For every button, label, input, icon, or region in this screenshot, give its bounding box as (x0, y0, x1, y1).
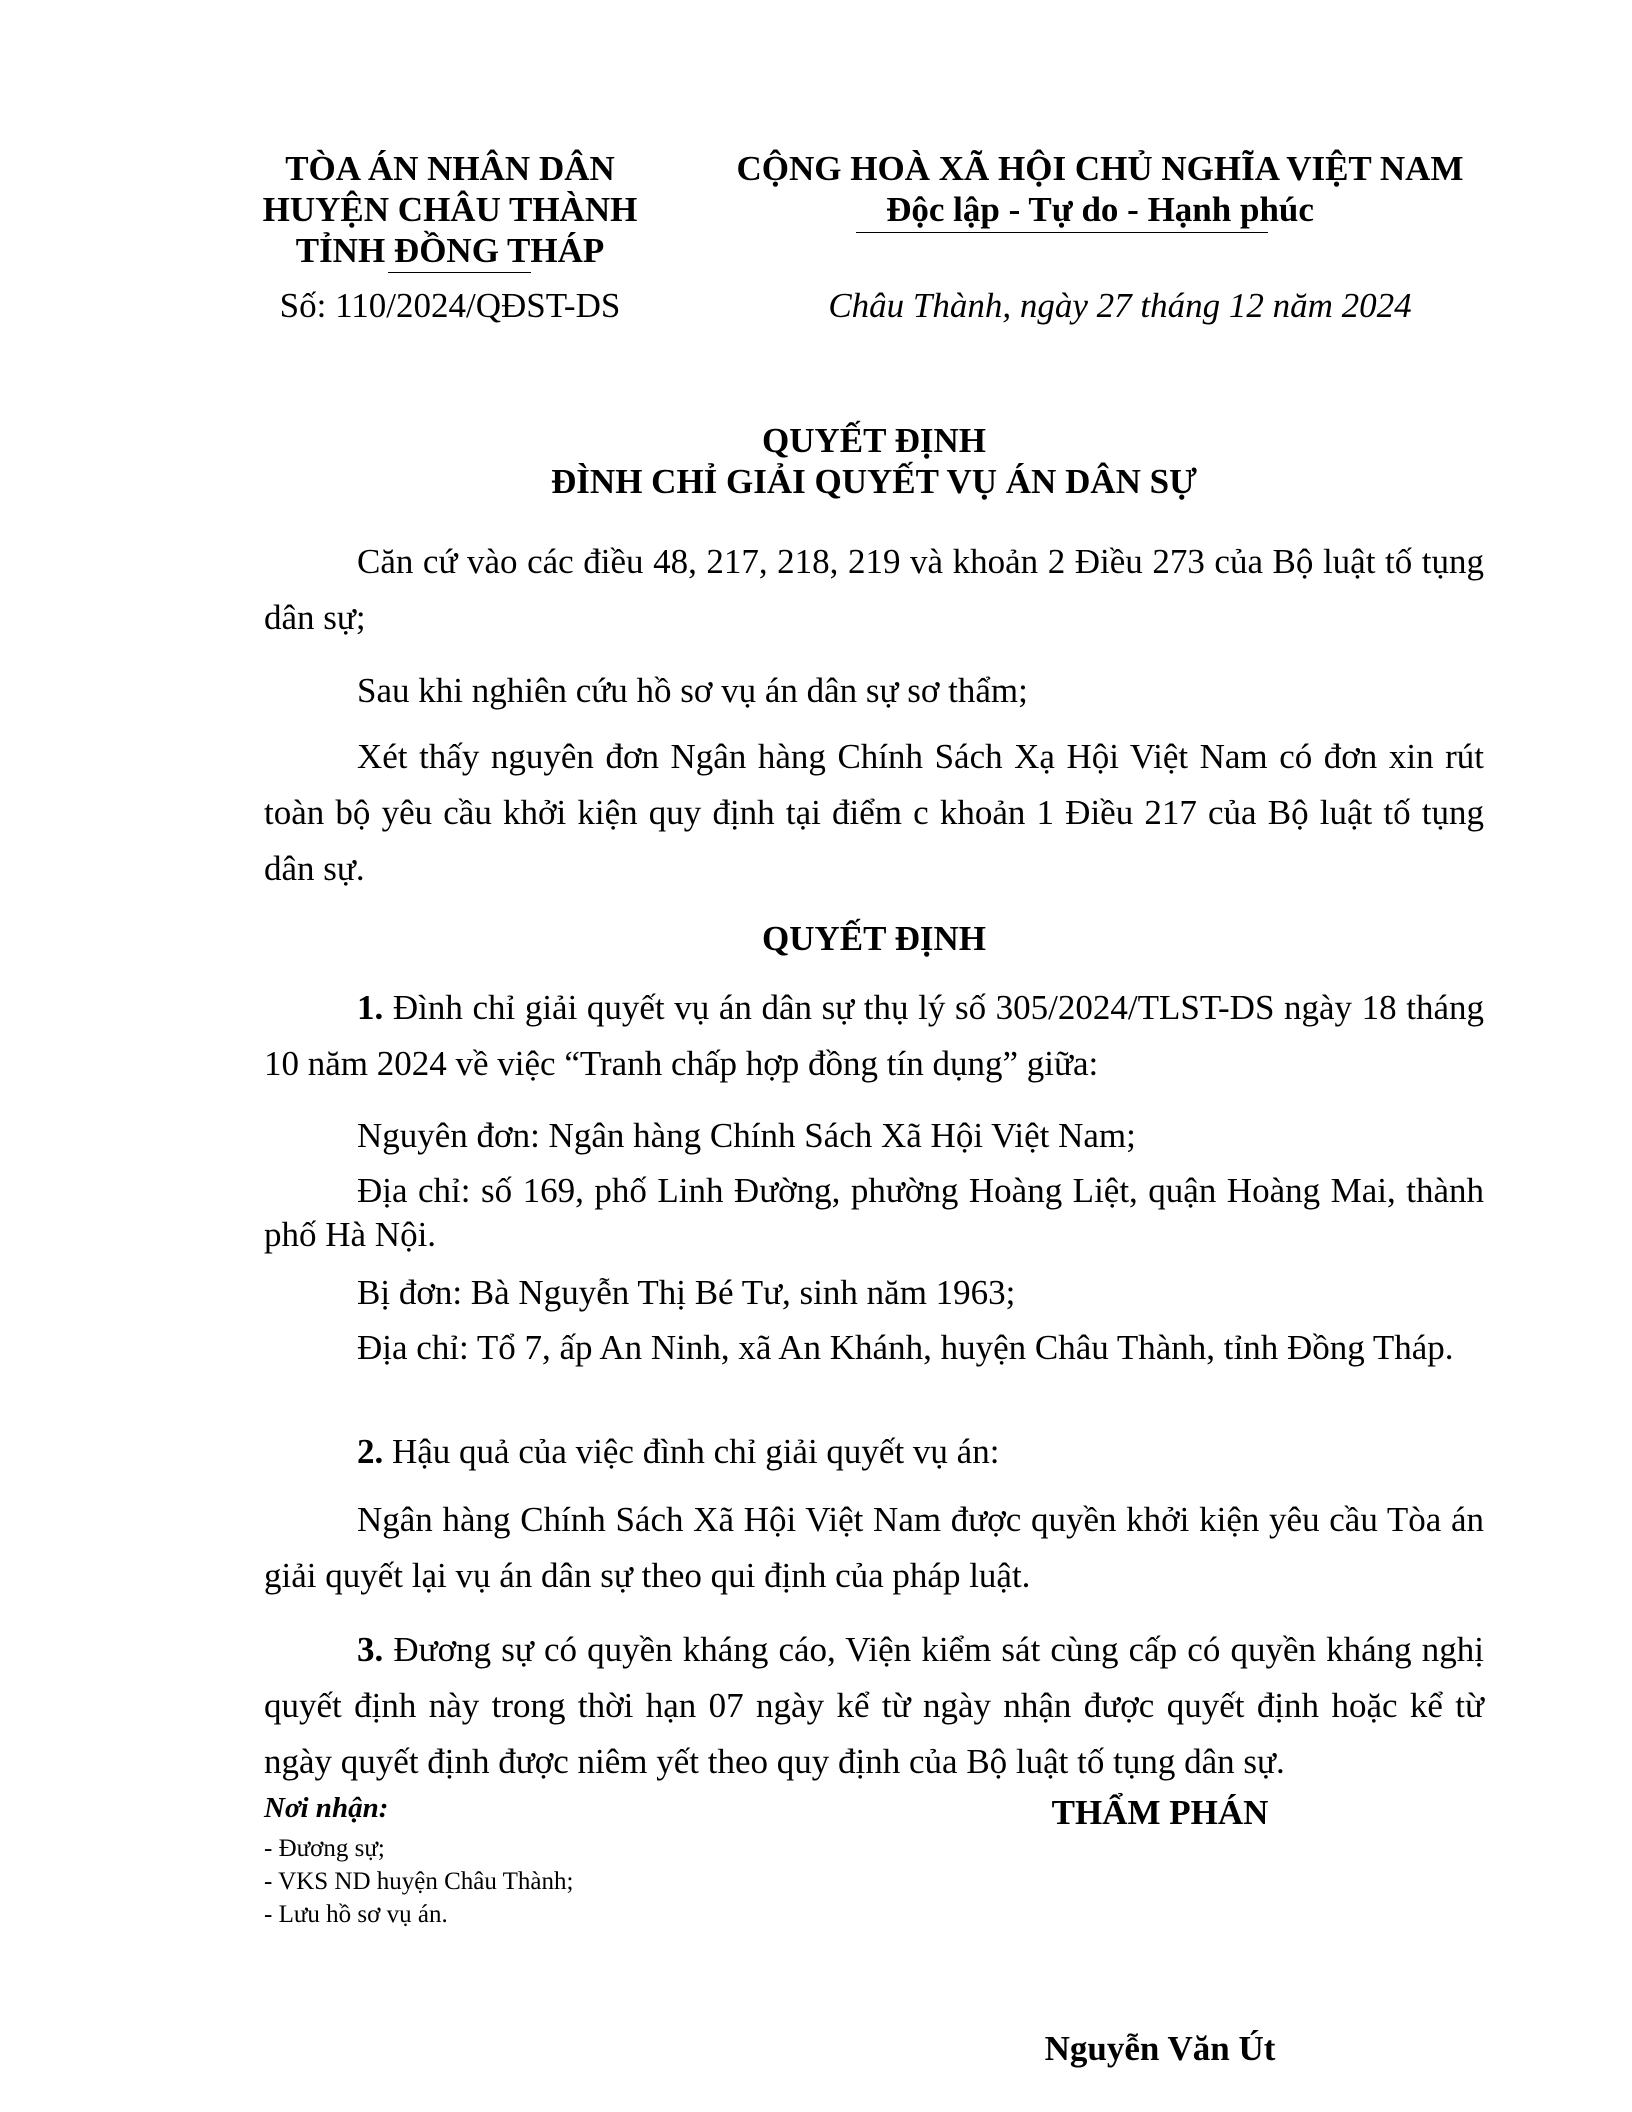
recipients-heading: Nơi nhận: (264, 1792, 389, 1824)
date-line: Châu Thành, ngày 27 tháng 12 năm 2024 (828, 286, 1412, 325)
court-line-3: TỈNH ĐỒNG THÁP (295, 231, 605, 270)
decision-item-1 (264, 980, 1484, 1092)
nation-title: CỘNG HOÀ XÃ HỘI CHỦ NGHĨA VIỆT NAM (736, 149, 1464, 188)
preamble-legal-basis: Căn cứ vào các điều 48, 217, 218, 219 và khoản 2 Điều 273 của Bộ luật tố tụng dân sự; (264, 542, 1484, 637)
motto-underline (856, 232, 1268, 233)
plaintiff-address: Địa chỉ: số 169, phố Linh Đường, phường Hoàng Liệt, quận Hoàng Mai, thành phố Hà Nội. (264, 1171, 1484, 1254)
document-title (264, 420, 1484, 502)
court-line-1: TÒA ÁN NHÂN DÂN (285, 149, 615, 188)
title-line-1: QUYẾT ĐỊNH (762, 421, 986, 460)
decision-item-3 (264, 1622, 1484, 1790)
recipient-item: - Đương sự; (264, 1835, 385, 1862)
signer-role: THẨM PHÁN (1051, 1793, 1269, 1832)
nation-block (690, 148, 1510, 230)
document-number: Số: 110/2024/QĐST-DS (279, 286, 621, 325)
recipient-item: - Lưu hồ sơ vụ án. (264, 1901, 448, 1928)
item-3-number: 3. (357, 1630, 384, 1669)
item-1-number: 1. (357, 988, 384, 1027)
decision-item-2 (264, 1424, 1484, 1480)
court-line-2: HUYỆN CHÂU THÀNH (262, 190, 638, 229)
court-underline (388, 272, 531, 273)
item-2-number: 2. (357, 1432, 384, 1471)
recipient-item: - VKS ND huyện Châu Thành; (264, 1868, 574, 1895)
defendant: Bị đơn: Bà Nguyễn Thị Bé Tư, sinh năm 1963; (357, 1273, 1016, 1312)
decision-heading: QUYẾT ĐỊNH (762, 919, 986, 958)
defendant-address: Địa chỉ: Tổ 7, ấp An Ninh, xã An Khánh, huyện Châu Thành, tỉnh Đồng Tháp. (357, 1328, 1454, 1367)
recipients-list (264, 1832, 573, 1931)
item-3-text: Đương sự có quyền kháng cáo, Viện kiểm sát cùng cấp có quyền kháng nghị quyết định này trong thời hạn 07 ngày kể từ ngày nhận được quyết định hoặc kể từ ngày quyết định được niêm yết theo quy định của Bộ luật tố tụng dân sự. (264, 1630, 1484, 1781)
title-line-2: ĐÌNH CHỈ GIẢI QUYẾT VỤ ÁN DÂN SỰ (551, 462, 1197, 501)
plaintiff: Nguyên đơn: Ngân hàng Chính Sách Xã Hội Việt Nam; (357, 1116, 1136, 1155)
item-1-text: Đình chỉ giải quyết vụ án dân sự thụ lý số 305/2024/TLST-DS ngày 18 tháng 10 năm 2024 về việc “Tranh chấp hợp đồng tín dụng” giữa: (264, 988, 1485, 1083)
item-2-detail: Ngân hàng Chính Sách Xã Hội Việt Nam được quyền khởi kiện yêu cầu Tòa án giải quyết lại vụ án dân sự theo qui định của pháp luật. (264, 1500, 1484, 1595)
court-name-block (240, 148, 660, 271)
preamble-review: Sau khi nghiên cứu hồ sơ vụ án dân sự sơ thẩm; (357, 671, 1028, 710)
signer-name: Nguyễn Văn Út (1044, 2029, 1276, 2068)
national-motto: Độc lập - Tự do - Hạnh phúc (886, 190, 1314, 229)
item-2-text: Hậu quả của việc đình chỉ giải quyết vụ án: (392, 1432, 1000, 1471)
preamble-consideration: Xét thấy nguyên đơn Ngân hàng Chính Sách Xạ Hội Việt Nam có đơn xin rút toàn bộ yêu cầu khởi kiện quy định tại điểm c khoản 1 Điều 217 của Bộ luật tố tụng dân sự. (264, 737, 1484, 888)
